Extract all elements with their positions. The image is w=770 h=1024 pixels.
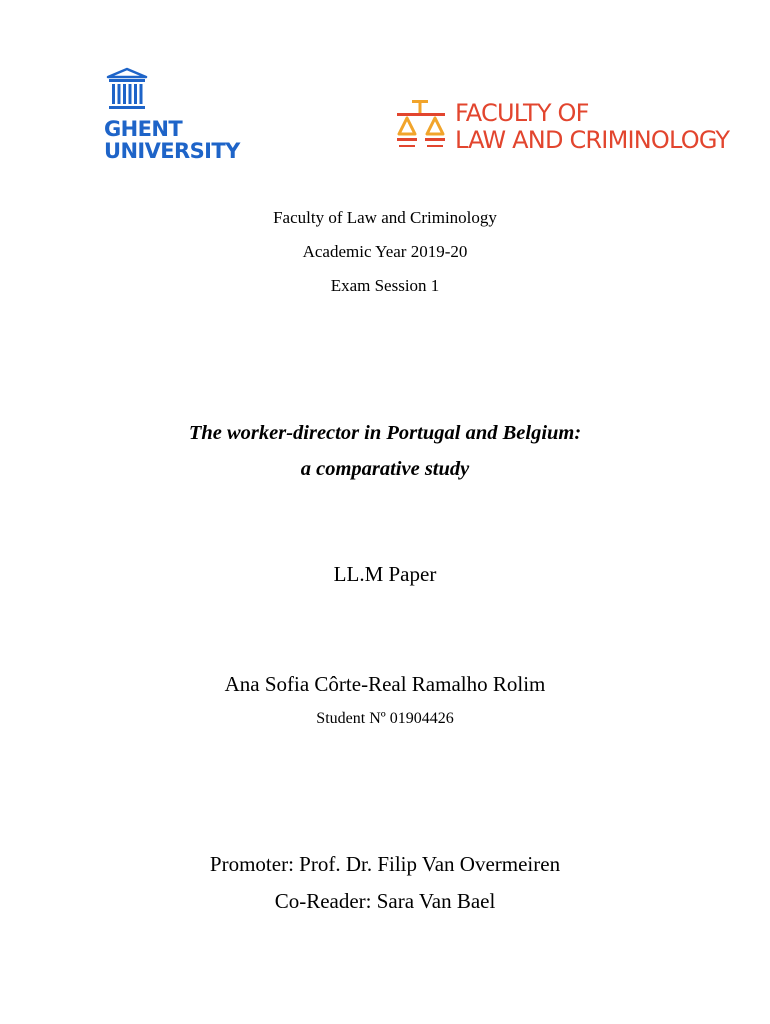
paper-type: LL.M Paper [333,562,437,586]
university-building-icon [104,66,150,112]
author-name: Ana Sofia Côrte-Real Ramalho Rolim [224,672,546,696]
ghent-university-wordmark: GHENT UNIVERSITY [104,117,240,163]
co-reader: Co-Reader: Sara Van Bael [274,889,496,913]
paper-title-line-1: The worker-director in Portugal and Belgium: [188,422,582,444]
exam-session: Exam Session 1 [330,276,440,295]
student-number: Student Nº 01904426 [316,710,454,727]
ghent-university-logo [104,66,240,176]
faculty-wordmark: FACULTY OF LAW AND CRIMINOLOGY [455,99,730,154]
faculty-name: Faculty of Law and Criminology [273,208,497,227]
faculty-logo [395,100,735,160]
scales-of-justice-icon [395,100,447,156]
paper-title-line-2: a comparative study [300,458,470,480]
promoter: Promoter: Prof. Dr. Filip Van Overmeiren [209,852,561,876]
academic-year: Academic Year 2019-20 [302,242,468,261]
